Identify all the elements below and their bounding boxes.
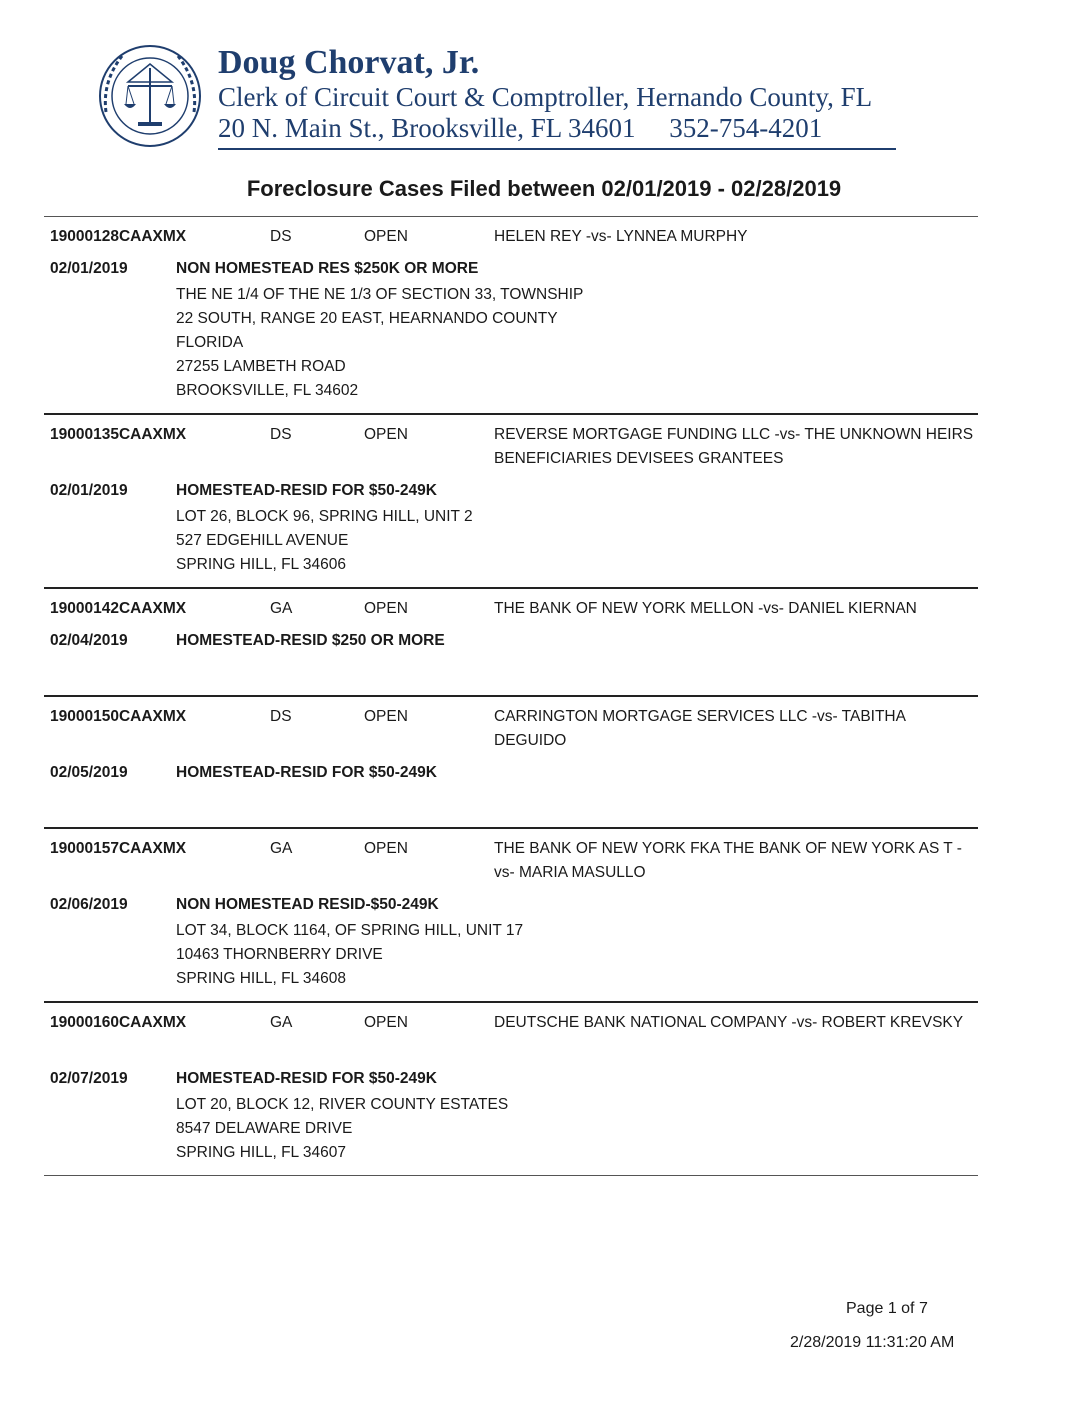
case-parties: DEUTSCHE BANK NATIONAL COMPANY -vs- ROBERT KREVSKY (494, 1014, 964, 1031)
clerk-name: Doug Chorvat, Jr. (218, 44, 480, 81)
address-line: 27255 LAMBETH ROAD (176, 358, 346, 375)
judge-code: GA (270, 1014, 293, 1031)
address-line: LOT 34, BLOCK 1164, OF SPRING HILL, UNIT 17 (176, 922, 524, 939)
case-number: 19000135CAAXMX (50, 426, 187, 443)
judge-code: DS (270, 426, 292, 443)
address-line: SPRING HILL, FL 34606 (176, 556, 347, 573)
address-line: SPRING HILL, FL 34608 (176, 970, 347, 987)
case-status: OPEN (364, 426, 408, 443)
case-status: OPEN (364, 600, 408, 617)
county-seal-icon (98, 42, 202, 150)
case-parties: THE BANK OF NEW YORK FKA THE BANK OF NEW YORK AS T -vs- MARIA MASULLO (494, 840, 962, 881)
case-divider (44, 1175, 978, 1176)
address-line: SPRING HILL, FL 34607 (176, 1144, 347, 1161)
judge-code: GA (270, 600, 293, 617)
case-number: 19000142CAAXMX (50, 600, 187, 617)
address-line: LOT 26, BLOCK 96, SPRING HILL, UNIT 2 (176, 508, 473, 525)
report-title: Foreclosure Cases Filed between 02/01/2019 - 02/28/2019 (246, 176, 842, 201)
page-number: Page 1 of 7 (846, 1300, 928, 1317)
clerk-title: Clerk of Circuit Court & Comptroller, Hernando County, FL (218, 82, 873, 112)
address-line: 22 SOUTH, RANGE 20 EAST, HEARNANDO COUNTY (176, 310, 558, 327)
case-status: OPEN (364, 228, 408, 245)
property-address (176, 919, 978, 1001)
case-record (44, 1003, 978, 1175)
case-parties: THE BANK OF NEW YORK MELLON -vs- DANIEL KIERNAN (494, 600, 917, 617)
clerk-address: 20 N. Main St., Brooksville, FL 34601 352-754-4201 (218, 113, 823, 143)
case-parties: HELEN REY -vs- LYNNEA MURPHY (494, 228, 748, 245)
case-type: HOMESTEAD-RESID FOR $50-249K (176, 482, 437, 499)
filing-date: 02/06/2019 (50, 896, 128, 913)
case-record (44, 829, 978, 1001)
case-record (44, 415, 978, 587)
case-number: 19000128CAAXMX (50, 228, 187, 245)
filing-date: 02/05/2019 (50, 764, 128, 781)
case-status: OPEN (364, 1014, 408, 1031)
case-record (44, 589, 978, 695)
case-record (44, 217, 978, 413)
letterhead (98, 36, 898, 156)
property-address (176, 1093, 978, 1175)
address-line: 8547 DELAWARE DRIVE (176, 1120, 353, 1137)
property-address (176, 283, 978, 413)
case-number: 19000150CAAXMX (50, 708, 187, 725)
filing-date: 02/01/2019 (50, 260, 128, 277)
filing-date: 02/07/2019 (50, 1070, 128, 1087)
property-address (176, 655, 978, 695)
case-status: OPEN (364, 840, 408, 857)
address-line: LOT 20, BLOCK 12, RIVER COUNTY ESTATES (176, 1096, 509, 1113)
case-type: HOMESTEAD-RESID FOR $50-249K (176, 1070, 437, 1087)
address-line: BROOKSVILLE, FL 34602 (176, 382, 359, 399)
judge-code: GA (270, 840, 293, 857)
property-address (176, 787, 978, 827)
filing-date: 02/04/2019 (50, 632, 128, 649)
address-line: FLORIDA (176, 334, 244, 351)
filing-date: 02/01/2019 (50, 482, 128, 499)
judge-code: DS (270, 228, 292, 245)
address-line: 10463 THORNBERRY DRIVE (176, 946, 383, 963)
case-type: NON HOMESTEAD RESID-$50-249K (176, 896, 439, 913)
case-parties: CARRINGTON MORTGAGE SERVICES LLC -vs- TABITHA DEGUIDO (494, 708, 906, 749)
case-type: HOMESTEAD-RESID $250 OR MORE (176, 632, 445, 649)
case-list (44, 216, 978, 1176)
property-address (176, 505, 978, 587)
judge-code: DS (270, 708, 292, 725)
address-line: THE NE 1/4 OF THE NE 1/3 OF SECTION 33, TOWNSHIP (176, 286, 584, 303)
case-parties: REVERSE MORTGAGE FUNDING LLC -vs- THE UNKNOWN HEIRS BENEFICIARIES DEVISEES GRANTEES (494, 426, 974, 467)
address-line: 527 EDGEHILL AVENUE (176, 532, 349, 549)
case-type: NON HOMESTEAD RES $250K OR MORE (176, 260, 479, 277)
case-number: 19000157CAAXMX (50, 840, 187, 857)
case-number: 19000160CAAXMX (50, 1014, 187, 1031)
print-timestamp: 2/28/2019 11:31:20 AM (790, 1334, 955, 1351)
header-rule (218, 148, 896, 150)
case-record (44, 697, 978, 827)
case-status: OPEN (364, 708, 408, 725)
case-type: HOMESTEAD-RESID FOR $50-249K (176, 764, 437, 781)
